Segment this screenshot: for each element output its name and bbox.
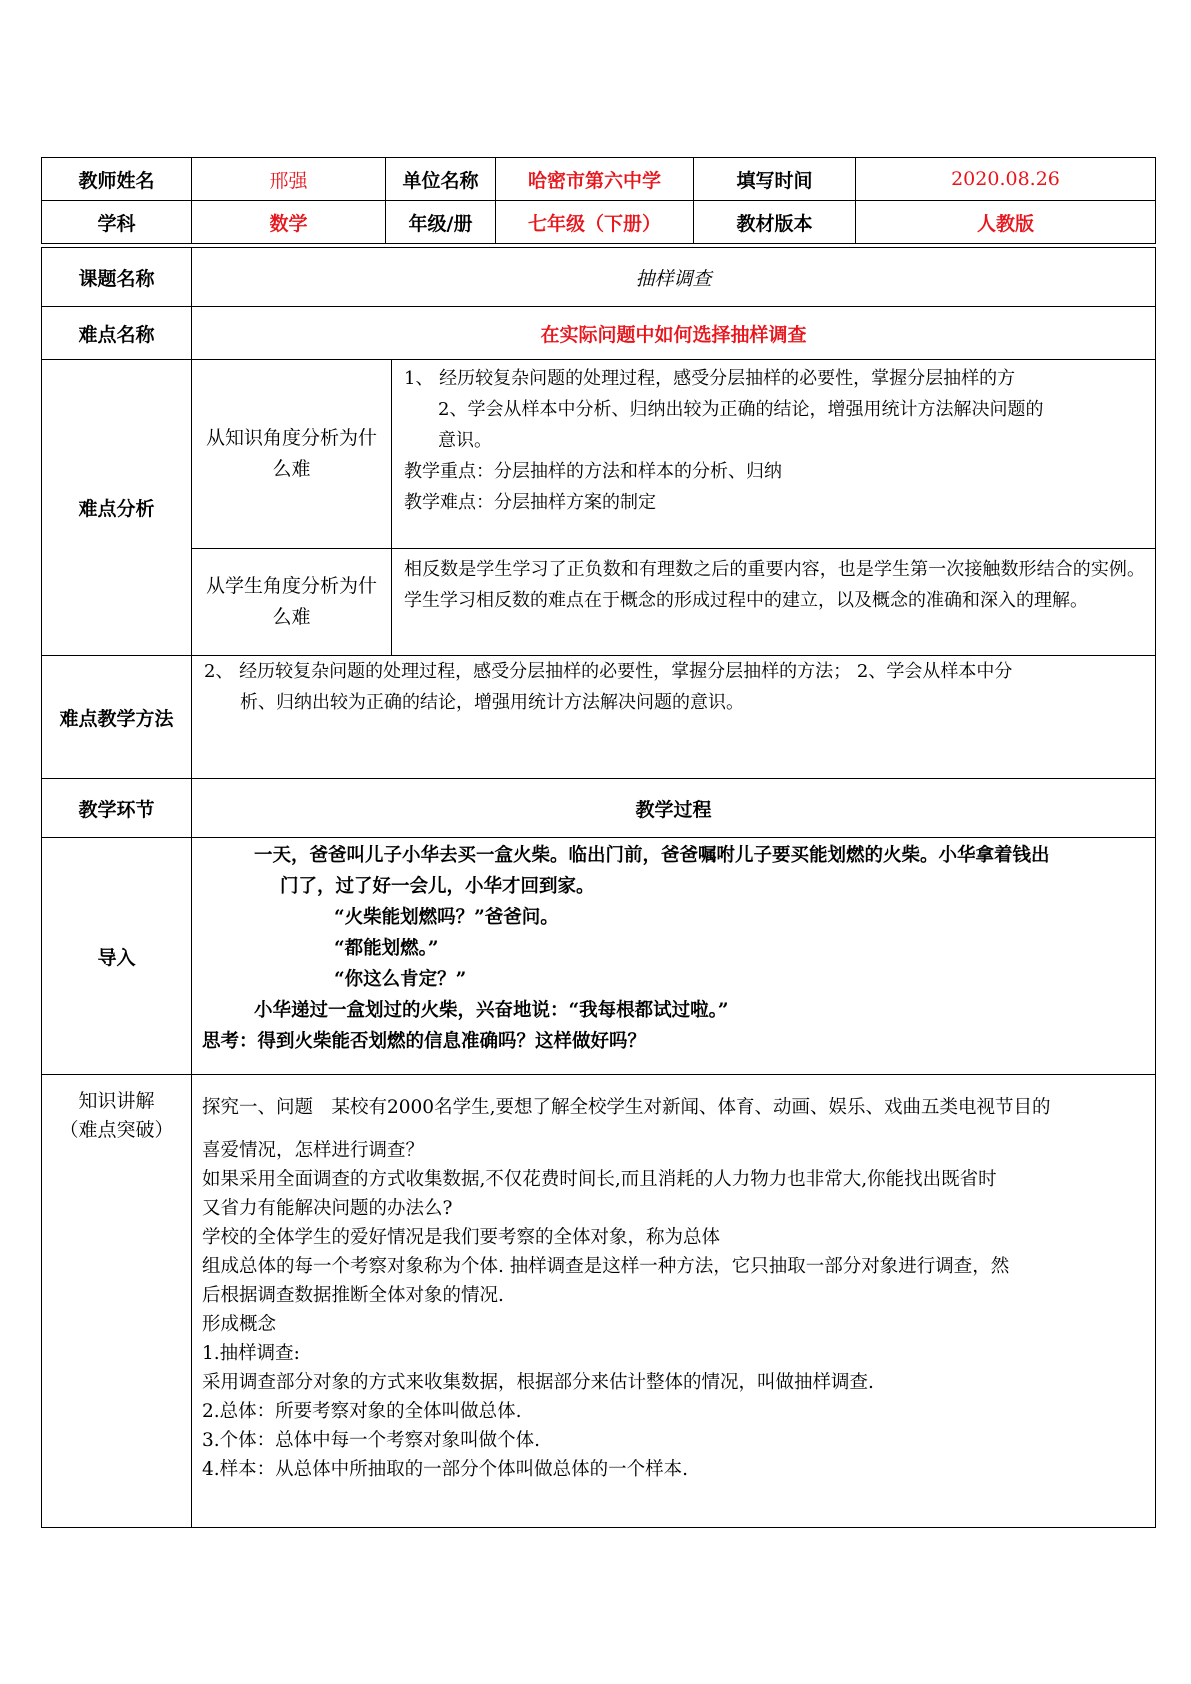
knowledge-line-13: 4.样本：从总体中所抽取的一部分个体叫做总体的一个样本. <box>202 1459 689 1480</box>
edition-label: 教材版本 <box>694 201 856 244</box>
subject-label: 学科 <box>42 201 192 244</box>
knowledge-angle-label: 从知识角度分析为什么难 <box>192 360 392 549</box>
info-table <box>41 157 1156 244</box>
knowledge-angle-text <box>392 360 1156 549</box>
intro-line-3: “火柴能划燃吗？”爸爸问。 <box>334 907 559 928</box>
intro-line-6: 小华递过一盒划过的火柴，兴奋地说：“我每根都试过啦。” <box>254 1000 729 1021</box>
knowledge-line-07: 后根据调查数据推断全体对象的情况. <box>202 1285 504 1306</box>
grade-label: 年级/册 <box>386 201 496 244</box>
knowledge-line-12: 3.个体：总体中每一个考察对象叫做个体. <box>202 1430 541 1451</box>
main-table <box>41 247 1156 1528</box>
knowledge-line-2: 2、学会从样本中分析、归纳出较为正确的结论，增强用统计方法解决问题的 <box>438 399 1044 420</box>
intro-line-4: “都能划燃。” <box>334 938 439 959</box>
subject-value: 数学 <box>192 201 386 244</box>
difficulty-label: 难点名称 <box>42 307 192 360</box>
teacher-label: 教师姓名 <box>42 158 192 201</box>
knowledge-row <box>42 1075 1156 1528</box>
date-value: 2020.08.26 <box>856 158 1156 201</box>
difficulty-row <box>42 307 1156 360</box>
edition-value: 人教版 <box>856 201 1156 244</box>
knowledge-line-02: 喜爱情况，怎样进行调查？ <box>202 1140 425 1161</box>
method-label: 难点教学方法 <box>42 656 192 779</box>
unit-name: 哈密市第六中学 <box>496 158 694 201</box>
intro-text <box>192 838 1156 1075</box>
knowledge-line-05: 学校的全体学生的爱好情况是我们要考察的全体对象，称为总体 <box>202 1227 721 1248</box>
knowledge-text <box>192 1075 1156 1528</box>
knowledge-label-line-2: （难点突破） <box>59 1119 174 1141</box>
knowledge-line-10: 采用调查部分对象的方式来收集数据，根据部分来估计整体的情况，叫做抽样调查. <box>202 1372 874 1393</box>
knowledge-line-04: 又省力有能解决问题的办法么? <box>202 1198 453 1219</box>
topic-label: 课题名称 <box>42 248 192 307</box>
knowledge-line-03: 如果采用全面调查的方式收集数据,不仅花费时间长,而且消耗的人力物力也非常大,你能找出既省时 <box>202 1169 997 1190</box>
grade-value: 七年级（下册） <box>496 201 694 244</box>
knowledge-line-5: 教学难点：分层抽样方案的制定 <box>404 492 656 513</box>
process-value: 教学过程 <box>192 779 1156 838</box>
lesson-plan-sheet <box>41 157 1155 1528</box>
intro-line-1: 一天，爸爸叫儿子小华去买一盒火柴。临出门前，爸爸嘱咐儿子要买能划燃的火柴。小华拿着钱出 <box>254 845 1050 866</box>
process-label: 教学环节 <box>42 779 192 838</box>
knowledge-line-09: 1.抽样调查: <box>202 1343 300 1364</box>
topic-row <box>42 248 1156 307</box>
method-line-2: 析、归纳出较为正确的结论，增强用统计方法解决问题的意识。 <box>240 692 744 713</box>
knowledge-line-1: 1、 经历较复杂问题的处理过程，感受分层抽样的必要性，掌握分层抽样的方 <box>404 368 1016 389</box>
knowledge-label <box>42 1075 192 1528</box>
intro-row <box>42 838 1156 1075</box>
knowledge-line-11: 2.总体：所要考察对象的全体叫做总体. <box>202 1401 522 1422</box>
process-header-row <box>42 779 1156 838</box>
student-angle-label: 从学生角度分析为什么难 <box>192 549 392 656</box>
knowledge-line-3: 意识。 <box>438 430 492 451</box>
intro-line-5: “你这么肯定？” <box>334 969 467 990</box>
topic-value: 抽样调查 <box>192 248 1156 307</box>
info-row-2 <box>42 201 1156 244</box>
date-label: 填写时间 <box>694 158 856 201</box>
knowledge-line-08: 形成概念 <box>202 1314 277 1335</box>
method-row <box>42 656 1156 779</box>
student-angle-text: 相反数是学生学习了正负数和有理数之后的重要内容，也是学生第一次接触数形结合的实例。学生学习相反数的难点在于概念的形成过程中的建立，以及概念的准确和深入的理解。 <box>392 549 1156 656</box>
difficulty-value: 在实际问题中如何选择抽样调查 <box>192 307 1156 360</box>
info-row-1 <box>42 158 1156 201</box>
knowledge-line-01: 探究一、问题 某校有2000名学生,要想了解全校学生对新闻、体育、动画、娱乐、戏曲五类电视节目的 <box>202 1097 1051 1118</box>
method-line-1: 2、 经历较复杂问题的处理过程，感受分层抽样的必要性，掌握分层抽样的方法； 2、学会从样本中分 <box>204 661 1013 682</box>
analysis-label: 难点分析 <box>42 360 192 656</box>
unit-label: 单位名称 <box>386 158 496 201</box>
knowledge-line-4: 教学重点：分层抽样的方法和样本的分析、归纳 <box>404 461 782 482</box>
analysis-row-student <box>42 549 1156 656</box>
knowledge-label-line-1: 知识讲解 <box>78 1090 155 1112</box>
intro-line-7: 思考：得到火柴能否划燃的信息准确吗？这样做好吗？ <box>202 1031 647 1052</box>
analysis-row-knowledge <box>42 360 1156 549</box>
knowledge-line-06: 组成总体的每一个考察对象称为个体. 抽样调查是这样一种方法，它只抽取一部分对象进行调查，然 <box>202 1256 1010 1277</box>
intro-label: 导入 <box>42 838 192 1075</box>
intro-line-2: 门了，过了好一会儿，小华才回到家。 <box>280 876 595 897</box>
method-text <box>192 656 1156 779</box>
teacher-name: 邢强 <box>192 158 386 201</box>
